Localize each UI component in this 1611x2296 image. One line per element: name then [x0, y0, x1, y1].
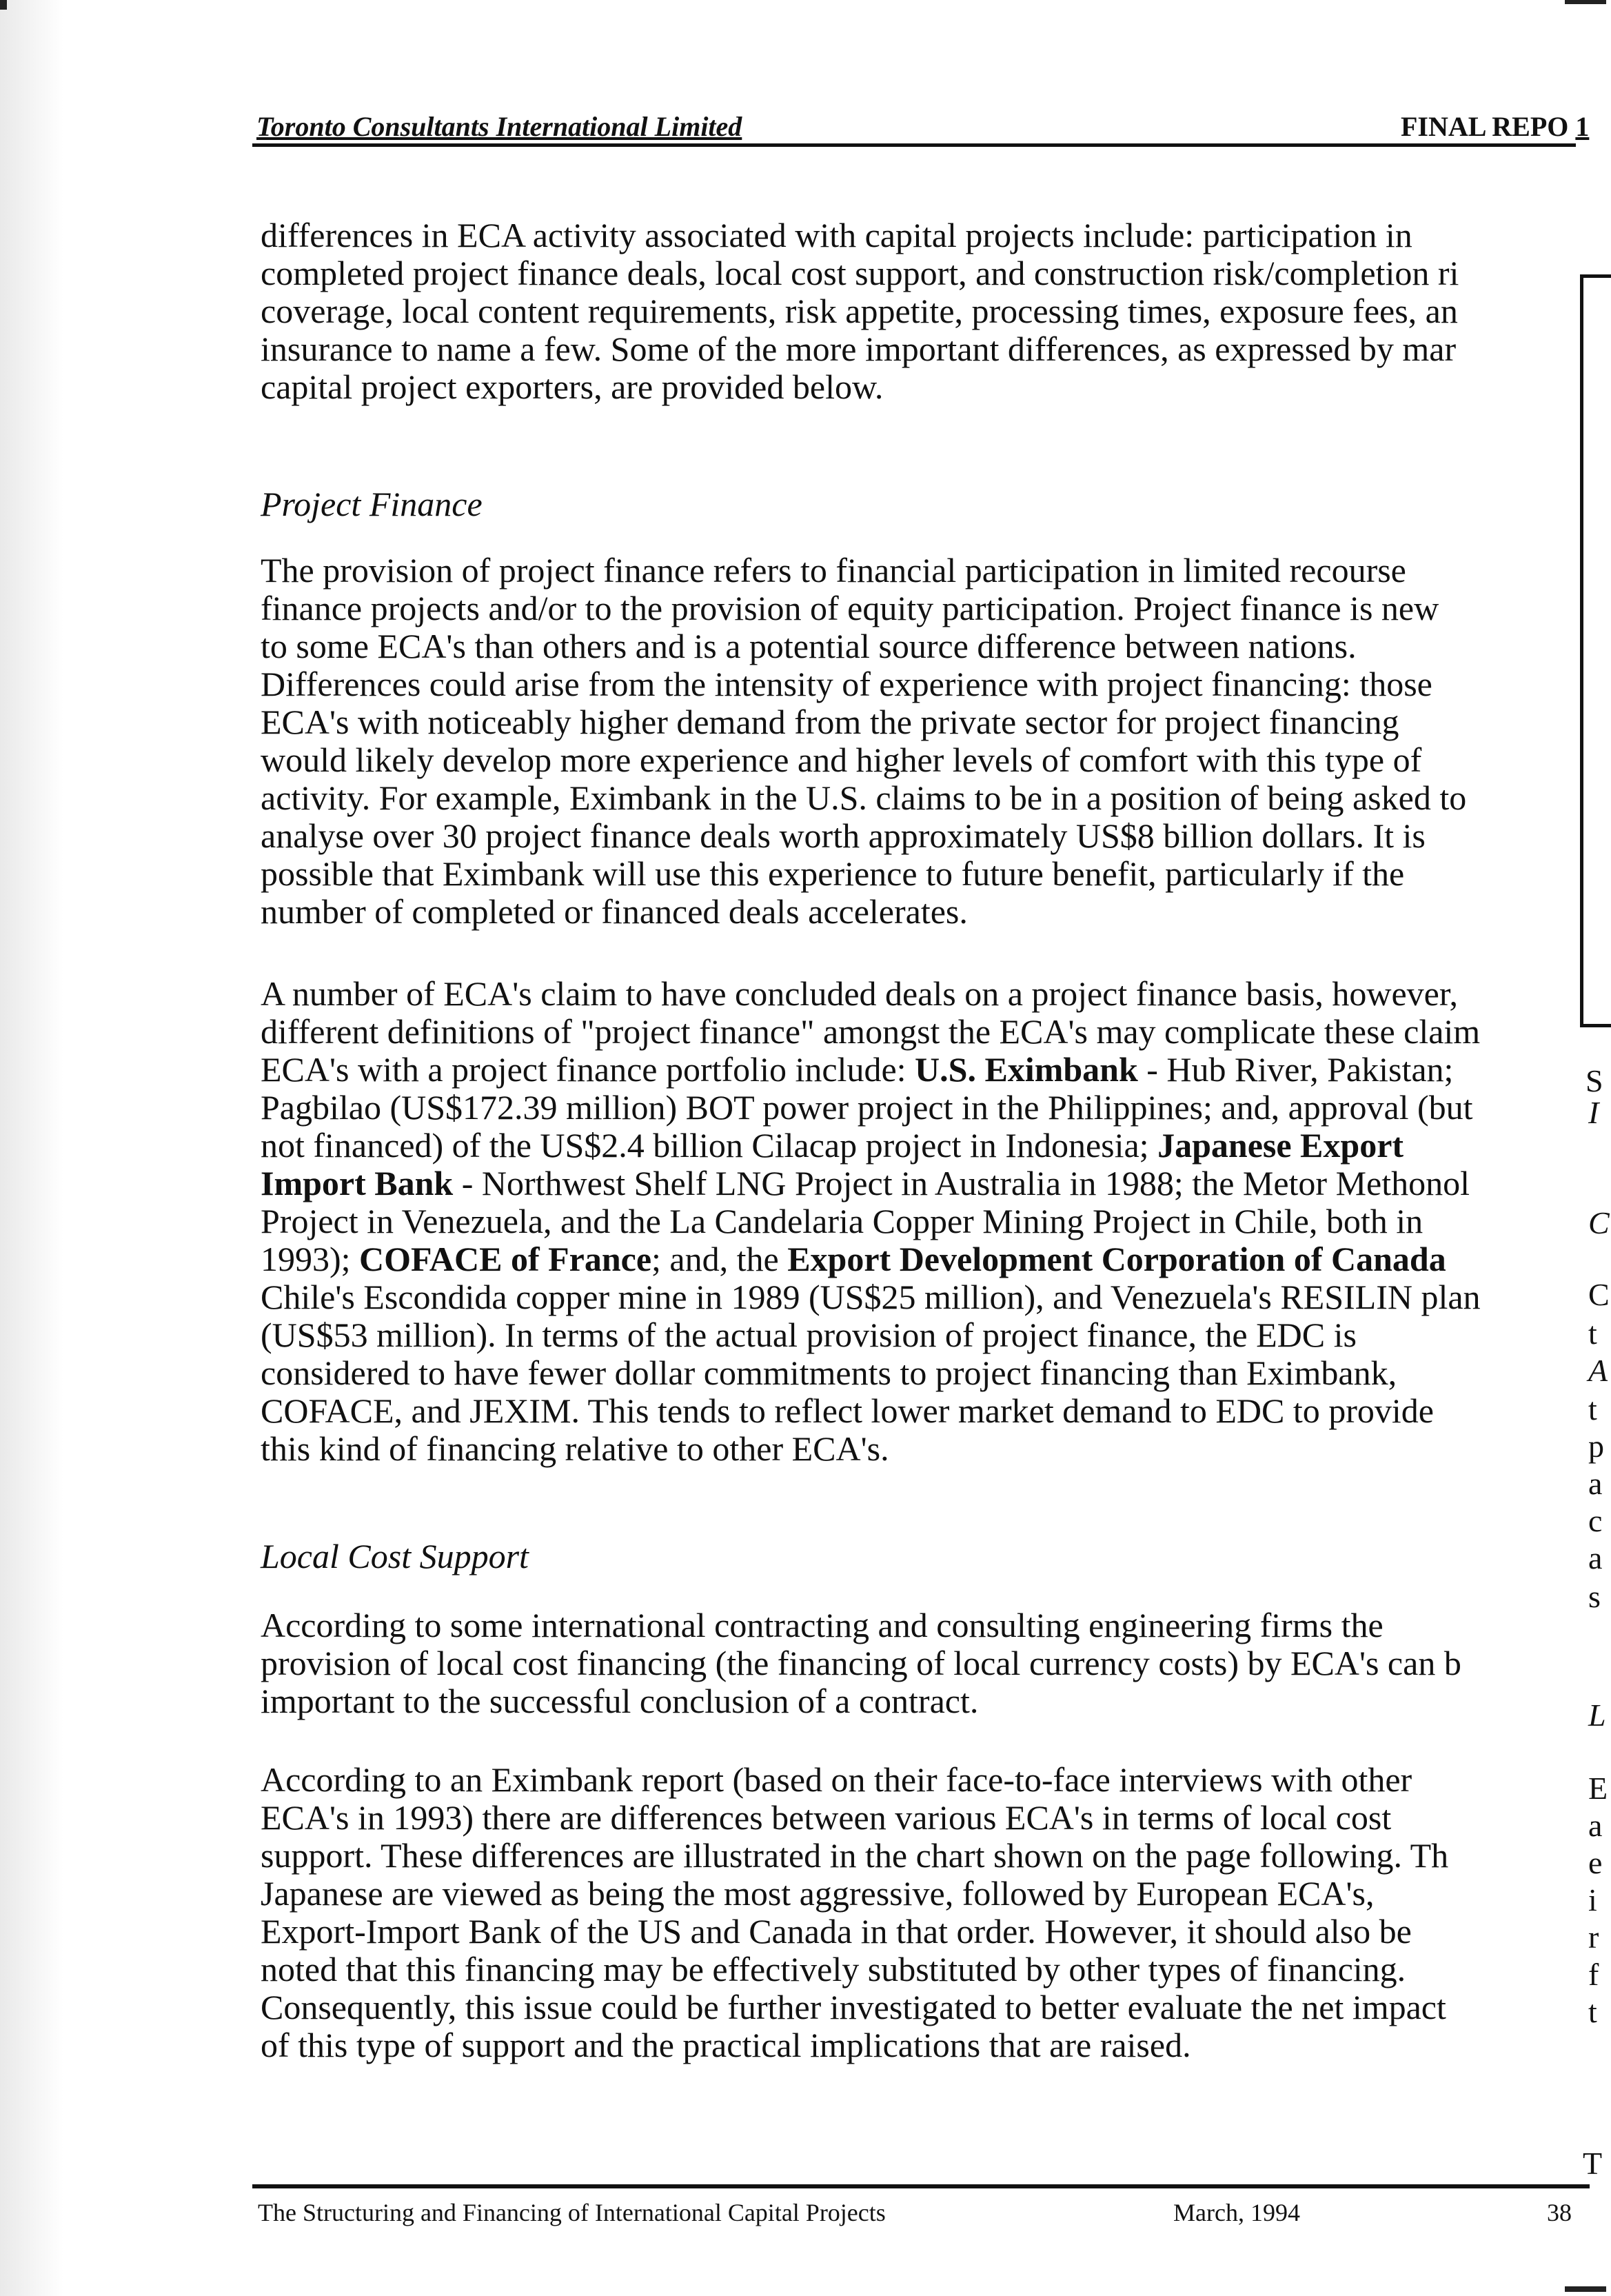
- text-line: activity. For example, Eximbank in the U.S. claims to be in a position of being asked to: [261, 778, 1467, 817]
- margin-fragment: r: [1588, 1920, 1599, 1955]
- text-line: finance projects and/or to the provision of equity participation. Project finance is new: [261, 589, 1439, 627]
- local-cost-paragraph-1: [261, 1607, 1570, 1720]
- text-line: would likely develop more experience and higher levels of comfort with this type of: [261, 741, 1422, 779]
- margin-fragment: a: [1588, 1808, 1603, 1843]
- project-finance-paragraph-1: [261, 552, 1570, 931]
- eca-name-japanese-export: Japanese Export: [1157, 1126, 1404, 1165]
- text-line: ECA's with a project finance portfolio include: U.S. Eximbank - Hub River, Pakistan;: [261, 1050, 1454, 1089]
- text-line: coverage, local content requirements, risk appetite, processing times, exposure fees, an: [261, 292, 1458, 330]
- margin-fragment: i: [1588, 1882, 1597, 1917]
- eca-name-us-eximbank: U.S. Eximbank: [915, 1050, 1138, 1089]
- scan-mark: [1565, 0, 1606, 4]
- text-line: 1993); COFACE of France; and, the Export Development Corporation of Canada: [261, 1240, 1446, 1278]
- text-line: not financed) of the US$2.4 billion Cilacap project in Indonesia; Japanese Export: [261, 1126, 1404, 1165]
- text-line: insurance to name a few. Some of the more important differences, as expressed by mar: [261, 330, 1457, 368]
- text-line: COFACE, and JEXIM. This tends to reflect lower market demand to EDC to provide: [261, 1391, 1435, 1430]
- project-finance-paragraph-2: [261, 975, 1570, 1468]
- text-line: possible that Eximbank will use this experience to future benefit, particularly if the: [261, 854, 1405, 893]
- margin-fragment: t: [1588, 1316, 1597, 1351]
- margin-fragment: I: [1588, 1095, 1599, 1130]
- margin-fragment: a: [1588, 1466, 1603, 1501]
- margin-fragment: L: [1588, 1698, 1606, 1733]
- header-corner-fragment: 1: [1575, 111, 1590, 142]
- footer-page-number: 38: [1547, 2199, 1572, 2226]
- margin-fragment: T: [1583, 2146, 1603, 2181]
- text-line: Import Bank - Northwest Shelf LNG Project in Australia in 1988; the Metor Methonol: [261, 1164, 1470, 1202]
- text-line: Differences could arise from the intensity of experience with project financing: those: [261, 665, 1432, 703]
- margin-fragment: s: [1588, 1579, 1601, 1614]
- margin-fragment: C: [1588, 1277, 1610, 1312]
- margin-fragment: A: [1588, 1353, 1608, 1388]
- text-line: Japanese are viewed as being the most aggressive, followed by European ECA's,: [261, 1874, 1375, 1913]
- text-line: differences in ECA activity associated with capital projects include: participation in: [261, 216, 1412, 254]
- footer-document-title: The Structuring and Financing of International Capital Projects: [258, 2199, 886, 2226]
- text-line: number of completed or financed deals accelerates.: [261, 892, 968, 931]
- footer-rule: [252, 2184, 1590, 2188]
- margin-fragment: a: [1588, 1540, 1603, 1575]
- margin-fragment: C: [1588, 1205, 1610, 1240]
- text-line: Consequently, this issue could be further investigated to better evaluate the net impact: [261, 1988, 1446, 2026]
- text-line: completed project finance deals, local cost support, and construction risk/completion ri: [261, 254, 1459, 292]
- text-line: According to some international contracting and consulting engineering firms the: [261, 1606, 1384, 1644]
- margin-fragment: e: [1588, 1845, 1603, 1880]
- text-line: Export-Import Bank of the US and Canada in that order. However, it should also be: [261, 1912, 1412, 1951]
- scan-mark: [0, 0, 7, 10]
- text-line: According to an Eximbank report (based on their face-to-face interviews with other: [261, 1760, 1412, 1799]
- text-line: A number of ECA's claim to have concluded deals on a project finance basis, however,: [261, 974, 1459, 1013]
- text-line: considered to have fewer dollar commitments to project financing than Eximbank,: [261, 1353, 1397, 1392]
- text-line: support. These differences are illustrated in the chart shown on the page following. Th: [261, 1836, 1449, 1875]
- eca-name-import-bank: Import Bank: [261, 1164, 454, 1202]
- text-line: ECA's with noticeably higher demand from the private sector for project financing: [261, 703, 1399, 741]
- text-line: Project in Venezuela, and the La Candelaria Copper Mining Project in Chile, both in: [261, 1202, 1423, 1240]
- text-line: this kind of financing relative to other ECA's.: [261, 1429, 889, 1468]
- text-line: different definitions of "project finance" amongst the ECA's may complicate these claim: [261, 1012, 1481, 1051]
- eca-name-edc: Export Development Corporation of Canada: [787, 1240, 1446, 1278]
- eca-name-coface: COFACE of France: [359, 1240, 652, 1278]
- text-line: Pagbilao (US$172.39 million) BOT power project in the Philippines; and, approval (but: [261, 1088, 1473, 1127]
- local-cost-paragraph-2: [261, 1761, 1570, 2064]
- scan-edge: [0, 0, 63, 2296]
- text-line: analyse over 30 project finance deals worth approximately US$8 billion dollars. It is: [261, 816, 1426, 855]
- text-line: ECA's in 1993) there are differences between various ECA's in terms of local cost: [261, 1798, 1392, 1837]
- margin-fragment: f: [1588, 1957, 1599, 1992]
- margin-fragment: E: [1588, 1771, 1608, 1806]
- text-line: to some ECA's than others and is a potential source difference between nations.: [261, 627, 1357, 665]
- text-line: (US$53 million). In terms of the actual provision of project finance, the EDC is: [261, 1316, 1357, 1354]
- scan-mark: [1565, 2286, 1606, 2292]
- margin-fragment: c: [1588, 1503, 1603, 1538]
- margin-fragment: t: [1588, 1994, 1597, 2029]
- header-company: Toronto Consultants International Limited: [256, 111, 742, 142]
- section-heading-local-cost-support: Local Cost Support: [261, 1537, 529, 1575]
- text-line: noted that this financing may be effectively substituted by other types of financing.: [261, 1950, 1406, 1988]
- text-line: provision of local cost financing (the financing of local currency costs) by ECA's can b: [261, 1644, 1461, 1682]
- text-line: Chile's Escondida copper mine in 1989 (US$25 million), and Venezuela's RESILIN plan: [261, 1278, 1481, 1316]
- header-rule: [252, 143, 1576, 147]
- text-line: capital project exporters, are provided below.: [261, 367, 884, 406]
- text-line: important to the successful conclusion of a contract.: [261, 1682, 979, 1720]
- margin-fragment: p: [1588, 1429, 1604, 1464]
- footer-date: March, 1994: [1173, 2199, 1300, 2226]
- margin-fragment: t: [1588, 1391, 1597, 1427]
- text-line: of this type of support and the practical implications that are raised.: [261, 2026, 1191, 2064]
- header-report-title: FINAL REPO 1: [1401, 111, 1590, 142]
- section-heading-project-finance: Project Finance: [261, 485, 483, 523]
- intro-paragraph: [261, 216, 1570, 406]
- text-line: The provision of project finance refers to financial participation in limited recourse: [261, 551, 1406, 590]
- right-margin-box: [1580, 274, 1611, 1027]
- margin-fragment: S: [1585, 1063, 1603, 1098]
